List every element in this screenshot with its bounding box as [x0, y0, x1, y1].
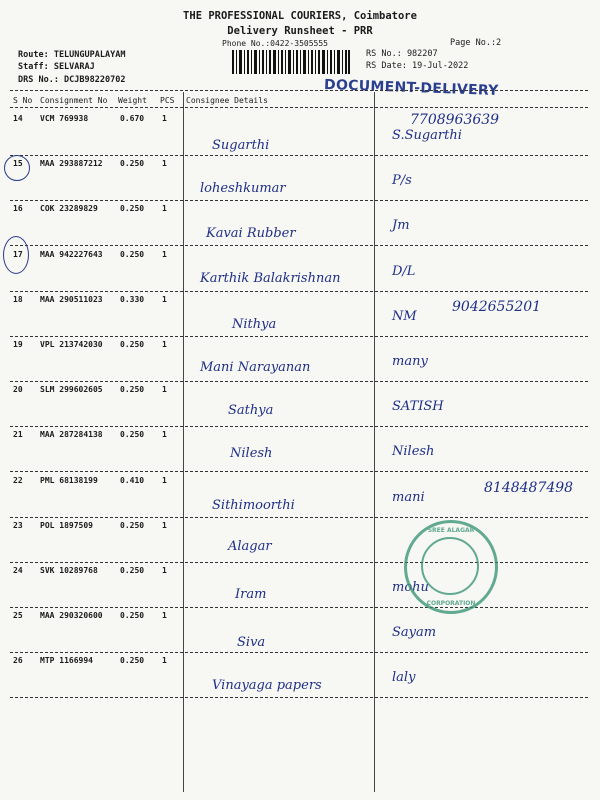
row-signature: Sayam — [392, 625, 437, 641]
col-weight: Weight — [118, 96, 147, 105]
document-title: Delivery Runsheet - PRR — [227, 25, 373, 37]
row-consignment: MAA 287284138 — [40, 430, 103, 440]
barcode — [232, 50, 350, 74]
row-sno: 24 — [13, 566, 23, 575]
row-separator — [10, 291, 588, 292]
row-consignment: POL 1897509 — [40, 520, 93, 530]
row-signature: Nilesh — [392, 444, 435, 460]
row-signature: mani — [392, 489, 425, 505]
row-pcs: 1 — [162, 520, 167, 530]
row-pcs: 1 — [162, 159, 167, 169]
row-pcs: 1 — [162, 340, 167, 349]
row-phone-note: 8148487498 — [484, 479, 574, 496]
company-name: THE PROFESSIONAL COURIERS, Coimbatore — [183, 10, 417, 22]
row-consignee-handwritten: Siva — [237, 635, 266, 651]
row-weight: 0.330 — [120, 294, 145, 304]
stamp-top-text: SREE ALAGAR — [427, 527, 475, 534]
row-signature: P/s — [392, 173, 412, 189]
row-weight: 0.250 — [120, 430, 145, 440]
row-consignment: SVK 10289768 — [40, 566, 98, 575]
row-sno: 26 — [13, 656, 23, 666]
row-separator — [10, 155, 588, 156]
row-pcs: 1 — [162, 114, 167, 123]
row-sno: 20 — [13, 385, 23, 395]
row-consignee-handwritten: Kavai Rubber — [206, 226, 296, 242]
row-phone-note: 9042655201 — [452, 298, 542, 315]
row-pcs: 1 — [162, 656, 167, 666]
row-weight: 0.670 — [120, 114, 145, 123]
row-sno: 16 — [13, 204, 23, 214]
row-signature: NM — [392, 308, 417, 324]
row-signature: SATISH — [392, 399, 444, 415]
row-sno: 19 — [13, 340, 23, 349]
col-consignment: Consignment No — [40, 96, 108, 105]
row-consignment: VCM 769938 — [40, 114, 89, 123]
row-signature: laly — [392, 670, 416, 686]
rs-number: RS No.: 982207 — [366, 49, 438, 59]
row-separator — [10, 607, 588, 608]
staff-label: Staff: SELVARAJ — [18, 62, 95, 72]
row-pcs: 1 — [162, 430, 167, 440]
col-consignee: Consignee Details — [186, 96, 268, 105]
stamp-bottom-text: CORPORATION — [426, 600, 476, 607]
row-separator — [10, 245, 588, 246]
row-weight: 0.250 — [120, 249, 145, 259]
row-consignment: MAA 290511023 — [40, 294, 103, 304]
signature-divider — [374, 92, 375, 792]
row-separator — [10, 517, 588, 518]
row-sno: 18 — [13, 294, 23, 304]
rs-date: RS Date: 19-Jul-2022 — [366, 61, 469, 71]
row-signature: many — [392, 354, 428, 369]
row-sno: 14 — [13, 114, 23, 123]
row-sno: 22 — [13, 475, 23, 485]
row-sno: 15 — [13, 159, 23, 169]
row-weight: 0.250 — [120, 566, 145, 575]
stamp-inner-ring — [421, 537, 479, 595]
row-weight: 0.410 — [120, 475, 145, 485]
row-consignment: MTP 1166994 — [40, 656, 93, 666]
route-label: Route: TELUNGUPALAYAM — [18, 50, 126, 60]
row-consignment: MAA 293887212 — [40, 159, 103, 169]
row-sno: 23 — [13, 520, 23, 530]
row-consignee-handwritten: Nithya — [232, 316, 277, 332]
row-17-circle-mark — [3, 236, 29, 274]
row-consignee-handwritten: Sathya — [228, 403, 274, 419]
row-consignee-handwritten: Karthik Balakrishnan — [200, 270, 341, 286]
row-signature: S.Sugarthi — [392, 128, 462, 143]
row-pcs: 1 — [162, 204, 167, 214]
row-weight: 0.250 — [120, 611, 145, 621]
document-delivery-stamp: DOCUMENT-DELIVERY — [323, 76, 499, 100]
row-weight: 0.250 — [120, 204, 145, 214]
row-phone-note: 7708963639 — [410, 112, 500, 128]
row-signature: mohu — [392, 580, 429, 595]
row-sno: 17 — [13, 249, 23, 259]
row-separator — [10, 652, 588, 653]
row-consignment: MAA 290320600 — [40, 611, 103, 621]
row-consignee-handwritten: Iram — [235, 587, 267, 602]
row-pcs: 1 — [162, 475, 167, 485]
row-consignee-handwritten: loheshkumar — [200, 181, 286, 197]
header-rule-bottom — [10, 107, 588, 108]
row-15-circle-mark — [4, 155, 30, 181]
row-weight: 0.250 — [120, 385, 145, 395]
row-consignee-handwritten: Alagar — [228, 538, 272, 554]
row-separator — [10, 697, 588, 698]
row-consignment: PML 68138199 — [40, 475, 98, 485]
row-pcs: 1 — [162, 566, 167, 575]
row-separator — [10, 336, 588, 337]
row-consignment: COK 23289829 — [40, 204, 98, 214]
header-rule-top — [10, 90, 588, 91]
row-consignee-handwritten: Mani Narayanan — [200, 360, 311, 375]
row-signature: D/L — [392, 263, 416, 279]
row-weight: 0.250 — [120, 159, 145, 169]
row-consignee-handwritten: Vinayaga papers — [212, 678, 322, 694]
col-pcs: PCS — [160, 96, 175, 105]
row-consignment: VPL 213742030 — [40, 340, 103, 349]
row-weight: 0.250 — [120, 656, 145, 666]
drs-number: DRS No.: DCJB98220702 — [18, 75, 126, 85]
row-consignment: SLM 299602605 — [40, 385, 103, 395]
row-pcs: 1 — [162, 294, 167, 304]
row-separator — [10, 426, 588, 427]
row-consignee-handwritten: Nilesh — [230, 446, 273, 462]
row-pcs: 1 — [162, 385, 167, 395]
row-pcs: 1 — [162, 611, 167, 621]
round-company-stamp — [404, 520, 498, 614]
row-weight: 0.250 — [120, 340, 145, 349]
row-separator — [10, 200, 588, 201]
row-pcs: 1 — [162, 249, 167, 259]
row-separator — [10, 562, 588, 563]
row-signature: Jm — [392, 218, 410, 234]
row-weight: 0.250 — [120, 520, 145, 530]
col-sno: S No — [13, 96, 33, 105]
row-separator — [10, 471, 588, 472]
row-consignment: MAA 942227643 — [40, 249, 103, 259]
row-sno: 21 — [13, 430, 23, 440]
consignee-divider — [183, 92, 184, 792]
row-consignee-handwritten: Sugarthi — [212, 138, 270, 153]
row-consignee-handwritten: Sithimoorthi — [212, 497, 295, 513]
row-separator — [10, 381, 588, 382]
row-sno: 25 — [13, 611, 23, 621]
phone-number: Phone No.:0422-3505555 — [222, 39, 328, 48]
page-number: Page No.:2 — [450, 38, 502, 48]
